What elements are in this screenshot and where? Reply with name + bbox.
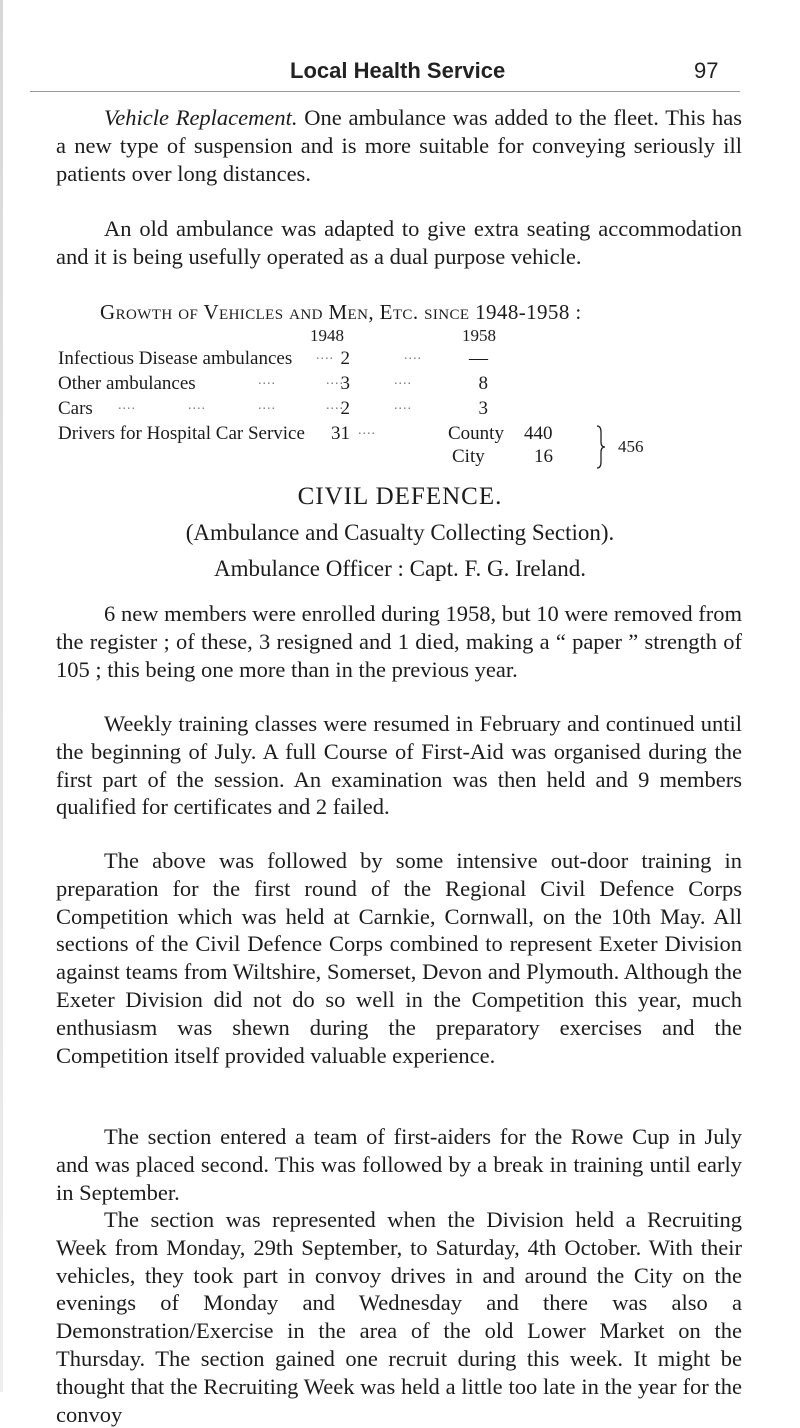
value-1958: —	[469, 348, 488, 369]
city-label: City	[452, 446, 485, 467]
running-header	[0, 58, 800, 92]
dot-leader: ....	[326, 373, 344, 388]
dot-leader: ....	[188, 398, 206, 413]
dot-leader: ....	[404, 348, 422, 363]
row-label: Drivers for Hospital Car Service	[58, 423, 305, 444]
header-title: Local Health Service	[290, 58, 506, 83]
row-label: Cars	[58, 398, 93, 419]
value-1958: 8	[478, 373, 488, 394]
members-paragraph-text: 6 new members were enrolled during 1958, but 10 were removed from the register ; of these, 3 resigned and 1 died, making a “ paper ” strength of 105 ; this being one more than in the previous year.	[56, 601, 742, 682]
table-row	[58, 398, 758, 420]
county-value: 440	[524, 423, 553, 444]
header-rule	[30, 91, 740, 92]
curly-brace-icon	[596, 424, 606, 470]
competition-paragraph: The above was followed by some intensive out-door training in preparation for the first round of the Regional Civil Defence Corps Competition which was held at Carnkie, Cornwall, on the 10th May. All sections of the Civil Defence Corps combined to represent Exeter Division against teams from Wiltshire, Somerset, Devon and Plymouth. Although the Exeter Division did not do so well in the Competition this year, much enthusiasm was shewn during the preparatory exercises and the Competition itself provided valuable experience.	[56, 848, 742, 1068]
dot-leader: ....	[316, 348, 334, 363]
section-subheading: (Ambulance and Casualty Collecting Section).	[185, 520, 615, 545]
members-paragraph	[56, 600, 742, 683]
page-edge-shadow	[0, 0, 3, 1392]
city-value: 16	[534, 446, 553, 467]
column-header-1948: 1948	[310, 326, 344, 345]
value-1948: 31	[331, 423, 350, 444]
value-1948: 2	[340, 348, 350, 369]
rowe-cup-paragraph: The section entered a team of first-aiders for the Rowe Cup in July and was placed second. This was followed by a break in training until early in September.	[56, 1124, 742, 1205]
drivers-total: 456	[618, 437, 644, 456]
vehicle-replacement-text: One ambulance was added to the fleet. This has a new type of suspension and is more suitable for conveying seriously ill patients over long distances.	[56, 105, 743, 186]
table-row	[58, 423, 758, 445]
growth-table-title: Growth of Vehicles and Men, Etc. since 1948-1958 :	[100, 300, 582, 324]
training-paragraph: Weekly training classes were resumed in February and continued until the beginning of July. A full Course of First-Aid was organised during the first part of the session. An examination was then held and 9 members qualified for certificates and 2 failed.	[56, 711, 742, 820]
ambulance-officer: Ambulance Officer : Capt. F. G. Ireland.	[213, 556, 586, 581]
row-label: Other ambulances	[58, 373, 196, 394]
recruiting-week-paragraph: The section was represented when the Division held a Recruiting Week from Monday, 29th September, to Saturday, 4th October. With their vehicles, they took part in convoy drives in and around the City on the evenings of Monday and Wednesday and there was also a Demonstration/Exercise in the area of the old Lower Market on the Thursday. The section gained one recruit during this week. It might be thought that the Recruiting Week was held a little too late in the year for the convoy	[56, 1207, 742, 1427]
page-number: 97	[694, 58, 719, 83]
value-1948: 2	[340, 398, 350, 419]
dot-leader: ....	[258, 373, 276, 388]
table-row	[58, 348, 758, 370]
dot-leader: ....	[358, 423, 376, 438]
dot-leader: ....	[258, 398, 276, 413]
dot-leader: ....	[394, 373, 412, 388]
value-1958: 3	[478, 398, 488, 419]
section-heading: CIVIL DEFENCE.	[297, 483, 503, 510]
table-row	[58, 373, 758, 395]
value-1948: 3	[340, 373, 350, 394]
column-header-1958: 1958	[462, 326, 496, 345]
row-label: Infectious Disease ambulances	[58, 348, 293, 369]
adapted-ambulance-paragraph: An old ambulance was adapted to give extra seating accommodation and it is being usefully operated as a dual purpose vehicle.	[56, 216, 742, 269]
vehicle-replacement-title: Vehicle Replacement.	[104, 105, 298, 130]
dot-leader: ....	[326, 398, 344, 413]
dot-leader: ....	[394, 398, 412, 413]
vehicle-replacement-paragraph	[56, 104, 742, 187]
dot-leader: ....	[118, 398, 136, 413]
county-label: County	[448, 423, 504, 444]
